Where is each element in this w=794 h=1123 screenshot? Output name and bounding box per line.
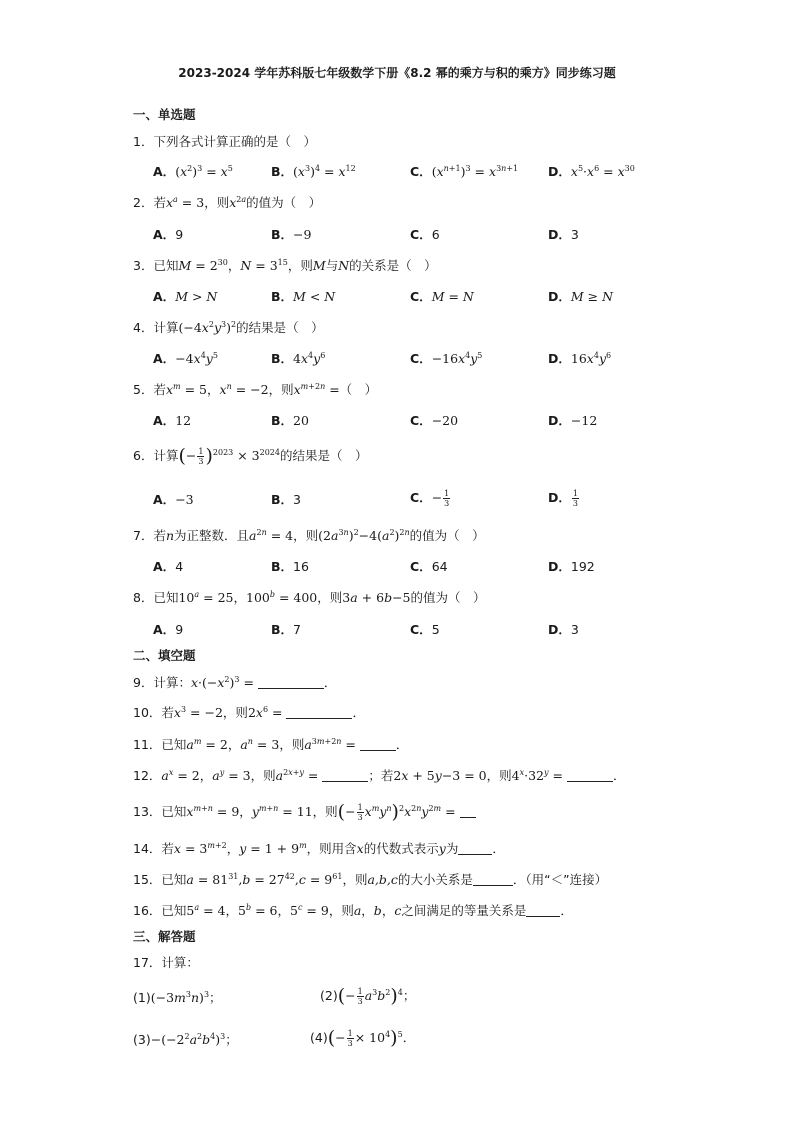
q3-option-c: C．M = N bbox=[410, 289, 474, 304]
question-2: 2．若$x^a = 3$，则$x^{2a}$的值为（ ） bbox=[133, 195, 322, 210]
question-13: 13．已知$x^{m+n} = 9$，$y^{m+n} = 11$，则(− $\frac{1}{3}$ $x^my^n)^2x^{2n}y^{2m}$ = bbox=[133, 802, 476, 822]
q7-option-c: C．64 bbox=[410, 559, 448, 574]
q5-option-d: D．−12 bbox=[548, 413, 598, 428]
q4-option-c: C．$-16x^4y^5$ bbox=[410, 351, 483, 366]
question-16: 16．已知$5^a = 4$，$5^b = 6$，$5^c = 9$，则a，b，c之间满足的等量关系是 ． bbox=[133, 903, 573, 918]
q6-option-c: C．− $\frac{1}{3}$ bbox=[410, 489, 450, 508]
q17-part-4: (4)(− $\frac{1}{3}$ × $10^4)^5$． bbox=[310, 1027, 416, 1049]
q2-option-d: D．3 bbox=[548, 227, 579, 242]
q6-option-d: D． $\frac{1}{3}$ bbox=[548, 489, 578, 508]
question-7: 7．若n为正整数．且$a^{2n} = 4$，则$(2a^{3n})^2-4(a^2)^{2n}$的值为（ ） bbox=[133, 528, 485, 543]
q4-option-b: B．$4x^4y^6$ bbox=[271, 351, 326, 366]
question-5: 5．若$x^m = 5$，$x^n = -2$，则$x^{m+2n}$ =（ ） bbox=[133, 382, 378, 397]
q1-option-a: A．$(x^2)^3 = x^5$ bbox=[153, 164, 233, 179]
question-1: 1．下列各式计算正确的是（ ） bbox=[133, 134, 316, 149]
question-10: 10．若$x^3 = -2$，则$2x^6$ = ． bbox=[133, 705, 365, 720]
q17-part-3: $(3)-(-2^2a^2b^4)^3$； bbox=[133, 1032, 238, 1047]
q6-option-a: A．−3 bbox=[153, 492, 194, 507]
q17-part-2: (2)(− $\frac{1}{3}$ $a^3b^2)^4$； bbox=[320, 985, 416, 1007]
q3-option-b: B．M < N bbox=[271, 289, 336, 304]
q2-option-c: C．6 bbox=[410, 227, 440, 242]
question-11: 11．已知$a^m = 2$，$a^n = 3$，则$a^{3m+2n}$ = ． bbox=[133, 737, 409, 752]
q1-option-b: B．$(x^3)^4 = x^{12}$ bbox=[271, 164, 356, 179]
q4-option-d: D．$16x^4y^6$ bbox=[548, 351, 612, 366]
q8-option-c: C．5 bbox=[410, 622, 440, 637]
q5-option-a: A．12 bbox=[153, 413, 192, 428]
question-12: 12．$a^x = 2$，$a^y = 3$，则$a^{2x+y}$ = ；若2x + 5y−3 = 0，则$4^x\cdot 32^y$ = ． bbox=[133, 768, 626, 783]
q1-option-d: D．$x^5\cdot x^6 = x^{30}$ bbox=[548, 164, 635, 179]
section-heading-single-choice: 一、单选题 bbox=[133, 107, 196, 122]
question-6: 6．计算(− $\frac{1}{3}$ )$^{2023} \times 3^{2024}$的结果是（ ） bbox=[133, 445, 368, 467]
q8-option-b: B．7 bbox=[271, 622, 301, 637]
question-9: 9．计算：$x\cdot(-x^2)^3$ = ． bbox=[133, 675, 337, 690]
page-title: 2023-2024 学年苏科版七年级数学下册《8.2 幂的乘方与积的乘方》同步练习题 bbox=[178, 66, 616, 80]
q3-option-d: D．M ≥ N bbox=[548, 289, 614, 304]
question-4: 4．计算$(-4x^2y^3)^2$的结果是（ ） bbox=[133, 320, 324, 335]
q5-option-c: C．−20 bbox=[410, 413, 459, 428]
question-15: 15．已知$a = 81^{31},b = 27^{42},c = 9^{61}$，则a,b,c的大小关系是 ．（用“＜”连接） bbox=[133, 872, 608, 887]
question-3: 3．已知$M = 2^{30}$，$N = 3^{15}$，则M与N的关系是（ ） bbox=[133, 258, 437, 273]
question-14: 14．若$x = 3^{m+2}$，$y = 1 + 9^m$，则用含x的代数式表示y为 ． bbox=[133, 841, 505, 856]
q7-option-d: D．192 bbox=[548, 559, 595, 574]
q8-option-a: A．9 bbox=[153, 622, 184, 637]
q6-option-b: B．3 bbox=[271, 492, 301, 507]
q7-option-b: B．16 bbox=[271, 559, 309, 574]
question-17: 17．计算： bbox=[133, 955, 199, 970]
q2-option-b: B．−9 bbox=[271, 227, 312, 242]
q1-option-c: C．$(x^{n+1})^3 = x^{3n+1}$ bbox=[410, 164, 519, 179]
question-8: 8．已知$10^a = 25$，$100^b = 400$，则3a + 6b−5的值为（ ） bbox=[133, 590, 486, 605]
q4-option-a: A．$-4x^4y^5$ bbox=[153, 351, 218, 366]
q5-option-b: B．20 bbox=[271, 413, 309, 428]
section-heading-solutions: 三、解答题 bbox=[133, 929, 196, 944]
q7-option-a: A．4 bbox=[153, 559, 184, 574]
q8-option-d: D．3 bbox=[548, 622, 579, 637]
q3-option-a: A．M > N bbox=[153, 289, 218, 304]
section-heading-fill-in: 二、填空题 bbox=[133, 648, 196, 663]
q17-part-1: $(1)(-3m^3n)^3$； bbox=[133, 990, 222, 1005]
q2-option-a: A．9 bbox=[153, 227, 184, 242]
